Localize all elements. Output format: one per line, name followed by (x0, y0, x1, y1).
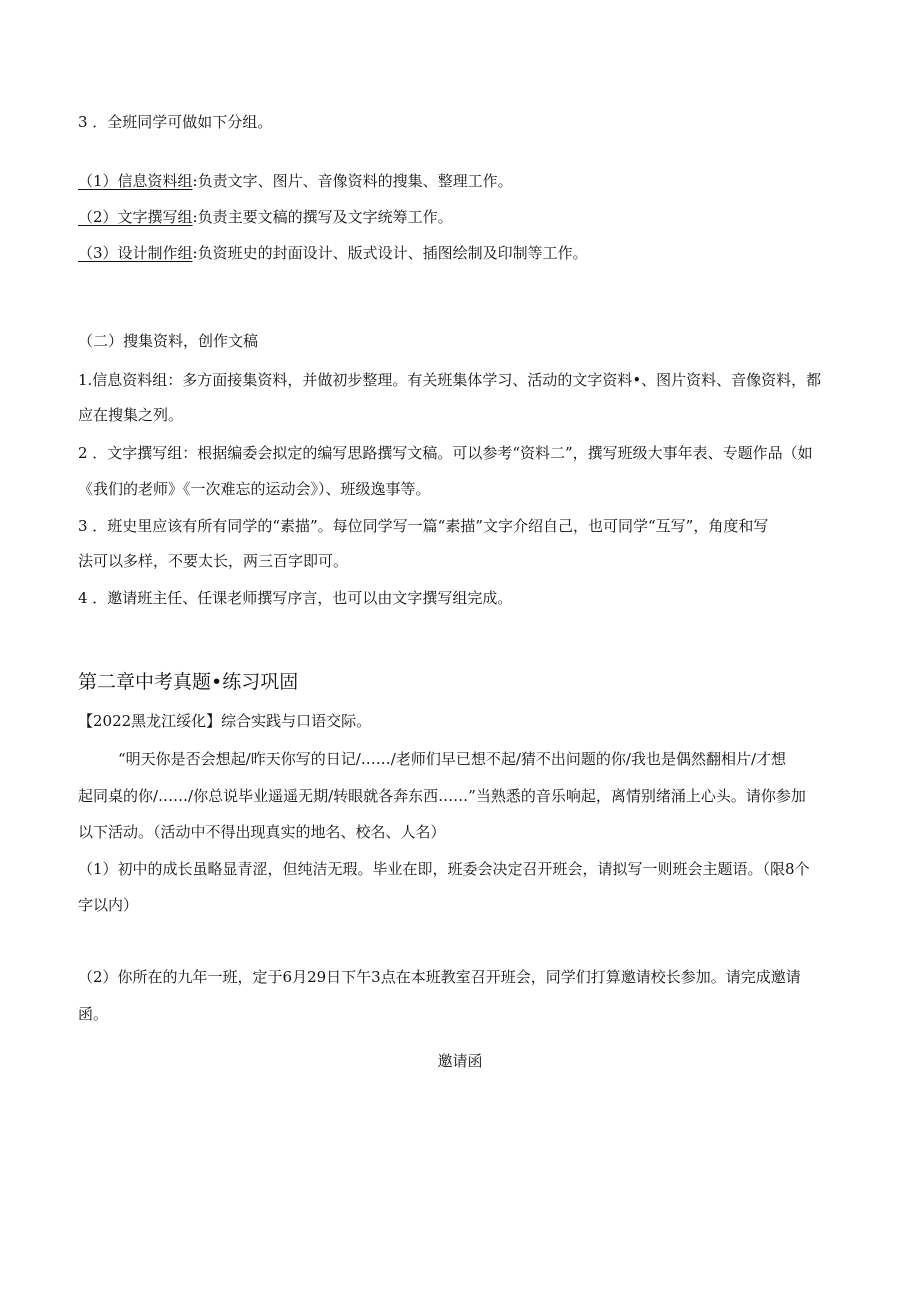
question2-line2: 函。 (78, 1005, 109, 1023)
group-desc: :负责主要文稿的撰写及文字统筹工作。 (192, 208, 453, 226)
groups-intro: 3 ．全班同学可做如下分组。 (78, 113, 273, 131)
group-item-writing (78, 207, 453, 227)
question1-line2: 字以内） (78, 896, 139, 914)
group-desc: :负资班史的封面设计、版式设计、插图绘制及印制等工作。 (192, 244, 588, 262)
collect-item2-line2: 《我们的老师》《一次难忘的运动会》）、班级逸事等。 (78, 480, 431, 498)
collect-item2-line1: 2 ．文字撰写组：根据编委会拟定的编写思路撰写文稿。可以参考“资料二”，撰写班级大事年表、专题作品（如 (78, 444, 813, 462)
collect-item1-line2: 应在搜集之列。 (78, 406, 184, 424)
invitation-title: 邀请函 (437, 1052, 483, 1070)
group-name: （1）信息资料组 (78, 172, 193, 190)
chapter-paragraph-line1: “明天你是否会想起/昨天你写的日记/……/老师们早已想不起/猜不出问题的你/我也是偶然翻相片/才想 (118, 750, 786, 768)
chapter-paragraph-line3: 以下活动。（活动中不得出现真实的地名、校名、人名） (78, 823, 446, 841)
group-item-design (78, 243, 588, 263)
chapter-source: 【2022黑龙江绥化】综合实践与口语交际。 (78, 712, 372, 730)
group-desc: :负责文字、图片、音像资料的搜集、整理工作。 (192, 172, 513, 190)
collect-heading: （二）搜集资料，创作文稿 (78, 332, 259, 350)
question2-line1: （2）你所在的九年一班，定于6月29日下午3点在本班教室召开班会，同学们打算邀请校长参加。请完成邀请 (78, 968, 801, 986)
group-name: （2）文字撰写组 (78, 208, 193, 226)
question1-line1: （1）初中的成长虽略显青涩，但纯洁无瑕。毕业在即，班委会决定召开班会，请拟写一则班会主题语。（限8个 (78, 860, 810, 878)
collect-item4: 4 ．邀请班主任、任课老师撰写序言，也可以由文字撰写组完成。 (78, 589, 513, 607)
collect-item3-line1: 3 ．班史里应该有所有同学的“素描”。每位同学写一篇“素描”文字介绍自己，也可同学“互写”，角度和写 (78, 517, 769, 535)
group-name: （3）设计制作组 (78, 244, 193, 262)
group-item-info (78, 171, 513, 191)
collect-item1-line1: 1.信息资料组：多方面接集资料，并做初步整理。有关班集体学习、活动的文字资料•、图片资料、音像资料，都 (78, 371, 822, 389)
collect-item3-line2: 法可以多样，不要太长，两三百字即可。 (78, 552, 349, 570)
chapter-paragraph-line2: 起同桌的你/……/你总说毕业遥遥无期/转眼就各奔东西……”当熟悉的音乐响起，离情别绪涌上心头。请你参加 (78, 787, 806, 805)
chapter-title: 第二章中考真题•练习巩固 (78, 671, 299, 693)
